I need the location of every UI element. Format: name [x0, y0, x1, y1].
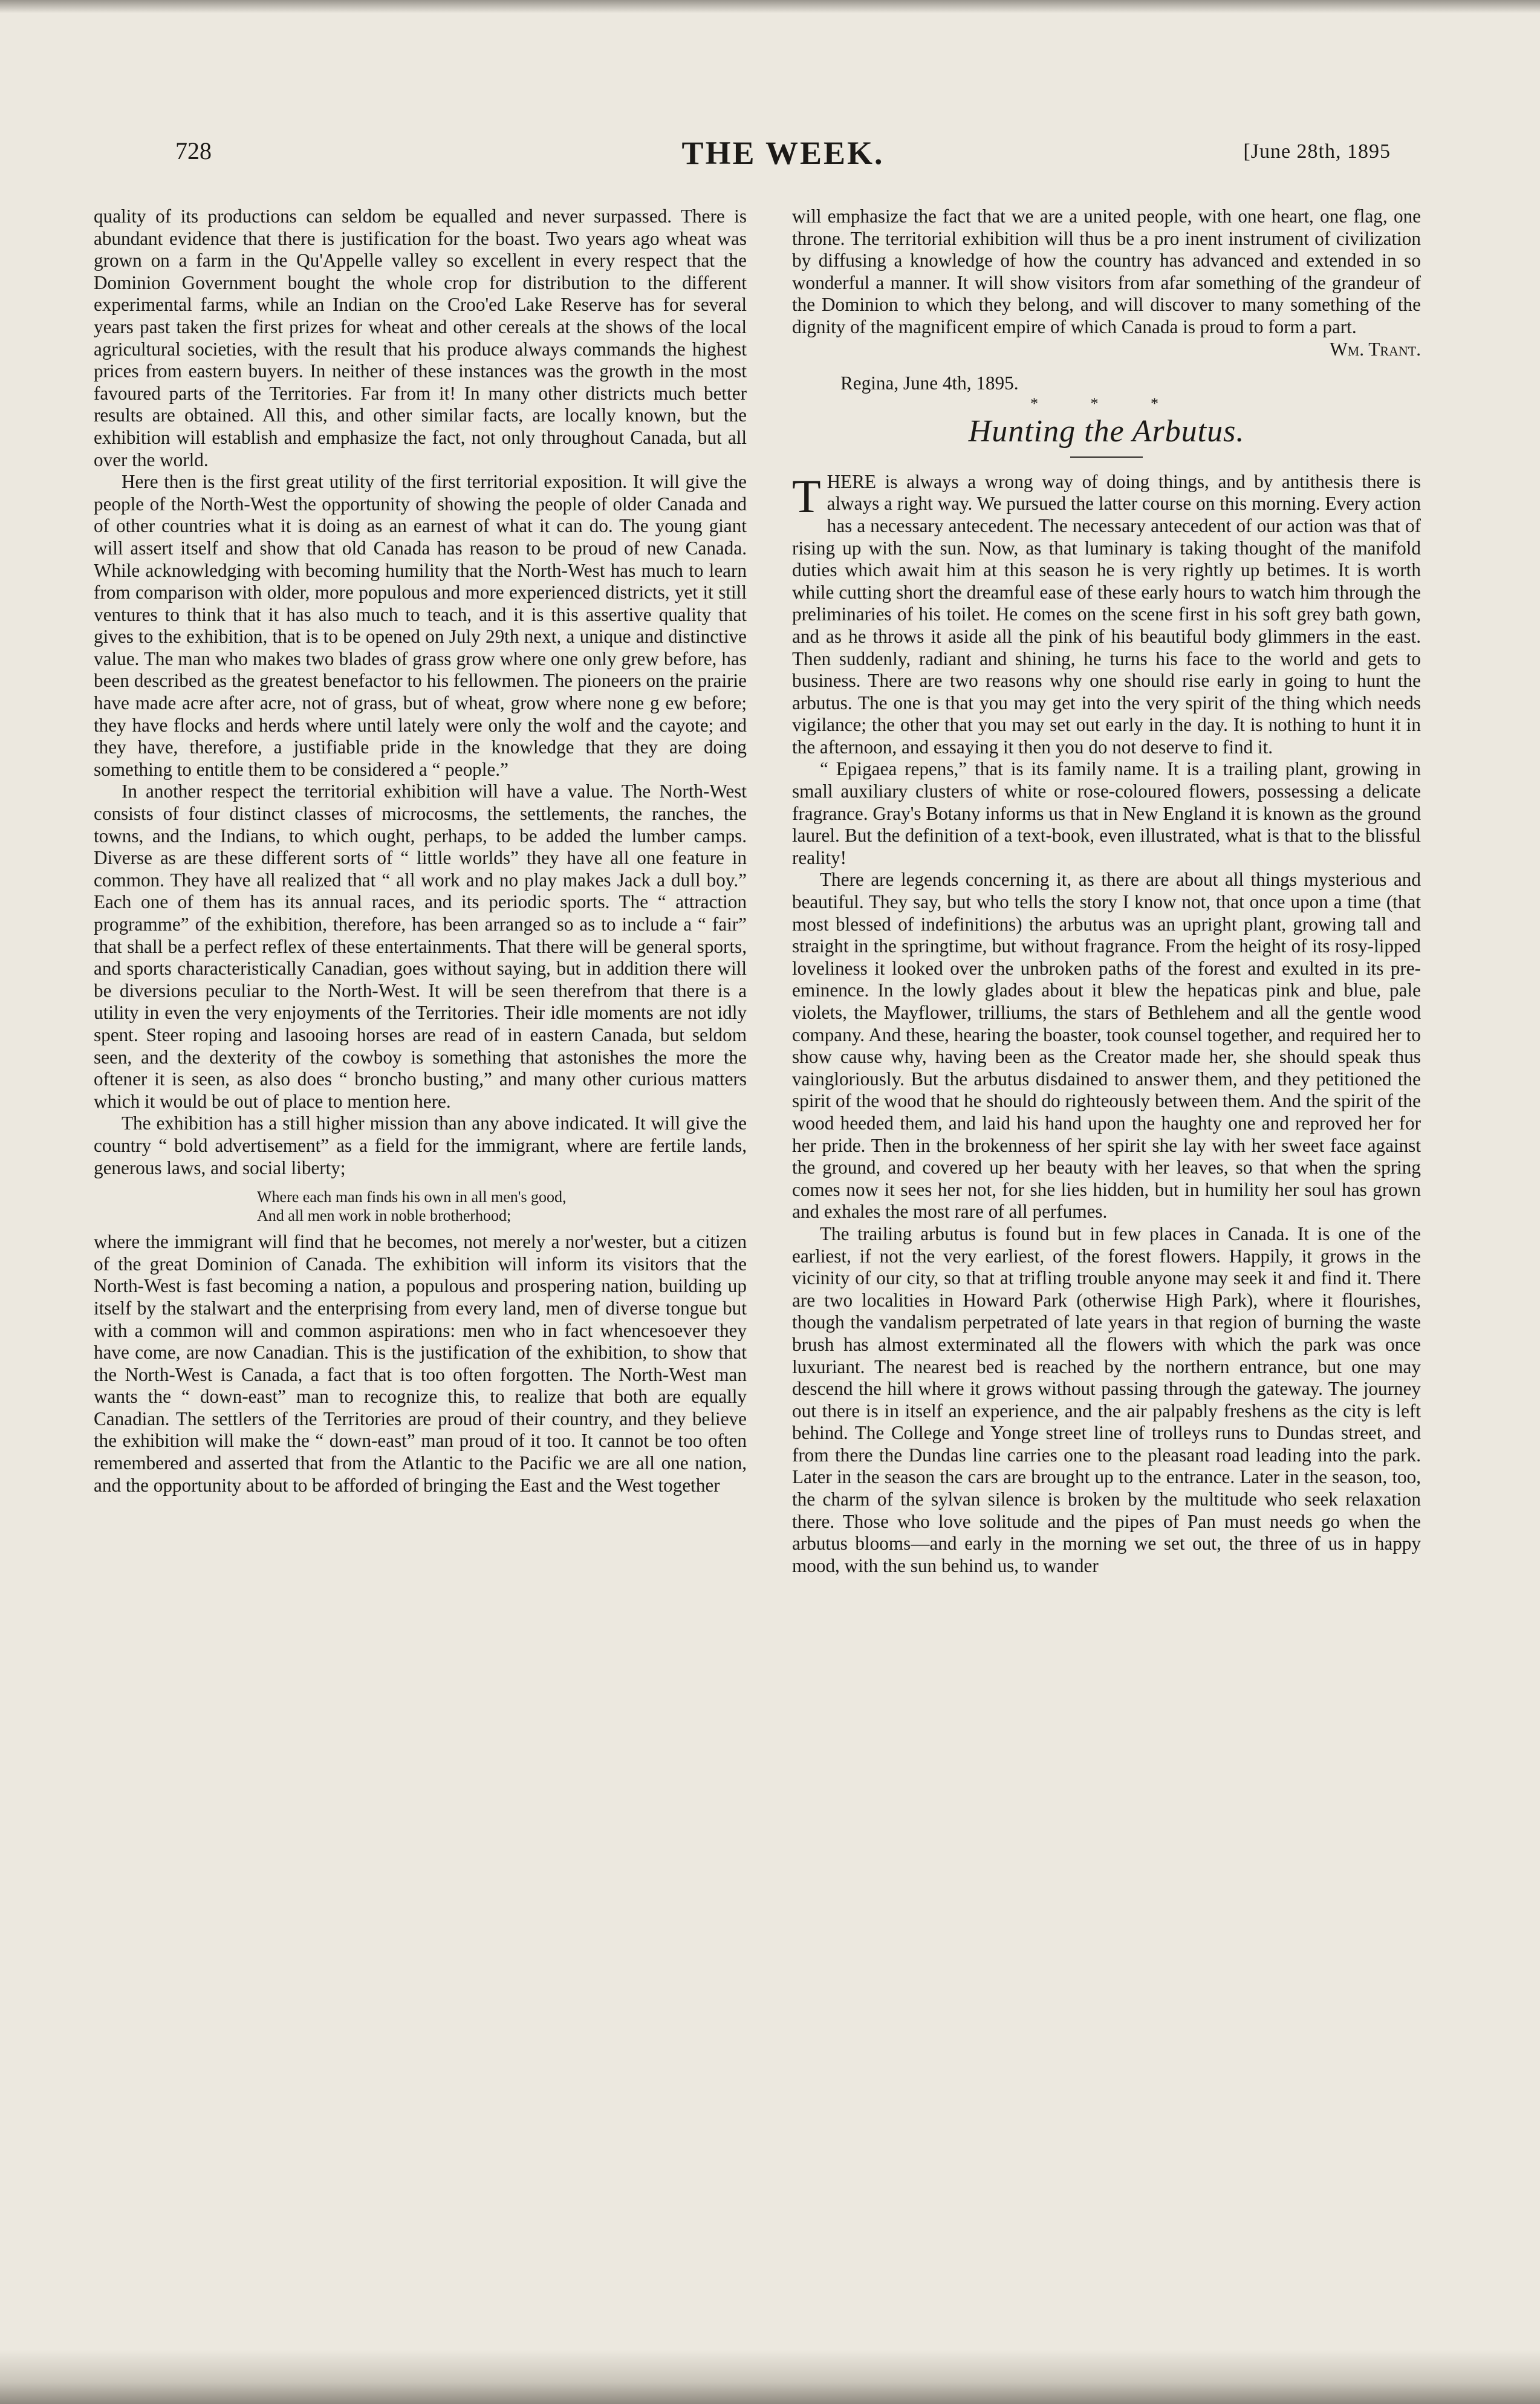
paragraph: will emphasize the fact that we are a united people, with one heart, one flag, one throne. The territorial exhibition will thus be a pro inent instrument of civilization by diffusing a knowledge of how the country has advanced and extended in so wonderful a manner. It will show visitors from afar something of the grandeur of the Dominion to which they belong, and will discover to many something of the dignity of the magnificent empire of which Canada is proud to form a part.: [792, 206, 1421, 337]
issue-date: [June 28th, 1895: [1243, 140, 1391, 163]
drop-cap: T: [792, 469, 821, 522]
left-column: [94, 206, 747, 1496]
page-edge-top: [0, 0, 1540, 13]
paragraph: quality of its productions can seldom be equalled and never surpassed. There is abundant evidence that there is justification for the boast. Two years ago wheat was grown on a farm in the Qu'Appelle valley so excellent in every respect that the Dominion Government bought the whole crop for distribution to the different experimental farms, while an Indian on the Croo'ed Lake Reserve has for several years past taken the first prizes for wheat and other cereals at the shows of the local agricultural societies, with the result that his produce always commands the highest prices from eastern buyers. In neither of these instances was the growth in the most favoured parts of the Territories. Far from it! In many other districts much better results are obtained. All this, and other similar facts, are locally known, but the exhibition will establish and emphasize the fact, not only throughout Canada, but all over the world.: [94, 206, 747, 470]
author-signature: Wm. Trant.: [1330, 338, 1421, 360]
paragraph: “ Epigaea repens,” that is its family name. It is a trailing plant, growing in small auxiliary clusters of white or rose-coloured flowers, possessing a delicate fragrance. Gray's Botany informs us that in New England it is known as the ground laurel. But the definition of a text-book, even illustrated, what is that to the blissful reality!: [792, 758, 1421, 868]
dateline: Regina, June 4th, 1895.: [840, 372, 1019, 394]
paragraph: The trailing arbutus is found but in few places in Canada. It is one of the earliest, if not the very earliest, of the forest flowers. Happily, it grows in the vicinity of our city, so that at trifling trouble anyone may seek it and find it. There are two localities in Howard Park (otherwise High Park), where it flourishes, though the vandalism perpetrated of late years in that region of burning the waste brush has almost exterminated all the flowers with which the park was once luxuriant. The nearest bed is reached by the northern entrance, but one may descend the hill where it grows without passing through the gateway. The journey out there is in itself an experience, and the air palpably freshens as the city is left behind. The College and Yonge street line of trolleys runs to Dundas street, and from there the Dundas line carries one to the pleasant road leading into the park. Later in the season the cars are brought up to the entrance. Later in the season, too, the charm of the sylvan silence is broken by the multitude who seek relaxation there. Those who love solitude and the pipes of Pan must needs go when the arbutus blooms—and early in the morning we set out, the three of us in happy mood, with the sun behind us, to wander: [792, 1223, 1421, 1576]
paragraph: The exhibition has a still higher mission than any above indicated. It will give the country “ bold advertisement” as a field for the immigrant, where are fertile lands, generous laws, and social liberty;: [94, 1113, 747, 1178]
paragraph: [792, 471, 1421, 759]
verse-line: And all men work in noble brotherhood;: [257, 1207, 512, 1225]
article-title: Hunting the Arbutus.: [968, 414, 1245, 449]
paragraph: In another respect the territorial exhibition will have a value. The North-West consists of four distinct classes of microcosms, the settlements, the ranches, the towns, and the Indians, to which ought, perhaps, to be added the lumber camps. Diverse as are these different sorts of “ little worlds” they have all one feature in common. They have all realized that “ all work and no play makes Jack a dull boy.” Each one of them has its annual races, and its periodic sports. The “ attraction programme” of the exhibition, therefore, has been arranged so as to include a “ fair” that shall be a perfect reflex of these entertainments. That there will be general sports, and sports characteristically Canadian, goes without saying, but in addition there will be diversions peculiar to the North-West. It will be seen therefrom that there is a utility in even the very enjoyments of the Territories. Their idle moments are not idly spent. Steer roping and lasooing horses are read of in eastern Canada, but seldom seen, and the dexterity of the cowboy is something that astonishes the more the oftener it is seen, as also does “ broncho busting,” and many other curious matters which it would be out of place to mention here.: [94, 781, 747, 1112]
section-asterism: * * *: [1030, 394, 1183, 412]
masthead: THE WEEK.: [681, 135, 885, 171]
page-header: [175, 137, 1391, 179]
paragraph-text: HERE is always a wrong way of doing things, and by antithesis there is always a right way. We pursued the latter course on this morning. Every action has a necessary antecedent. The necessary antecedent of our action was that of rising up with the sun. Now, as that luminary is taking thought of the manifold duties which await him at this season he is very rightly up betimes. It is worth while cutting short the dreamful ease of these early hours to watch him through the preliminaries of his toilet. He comes on the scene first in his soft grey bath gown, and as he throws it aside all the pink of his beautiful body glimmers in the east. Then suddenly, radiant and shining, he turns his face to the world and gets to business. There are two reasons why one should rise early in going to hunt the arbutus. The one is that you may get into the very spirit of the thing which needs vigilance; the other that you may set out early in the day. It is nothing to hunt it in the afternoon, and essaying it then you do not deserve to find it.: [792, 470, 1421, 758]
title-rule: [1070, 456, 1143, 458]
paragraph: where the immigrant will find that he becomes, not merely a nor'wester, but a citizen of the great Dominion of Canada. The exhibition will inform its visitors that the North-West is fast becoming a nation, a populous and prospering nation, building up itself by the stalwart and the enterprising from every land, men of diverse tongue but with a common will and common aspirations: men who in fact whencesoever they have come, are now Canadian. This is the justification of the exhibition, to show that the North-West is Canada, a fact that is too often forgotten. The North-West man wants the “ down-east” man to recognize this, to realize that both are equally Canadian. The settlers of the Territories are proud of their country, and they believe the exhibition will make the “ down-east” man proud of it too. It cannot be too often remembered and asserted that from the Atlantic to the Pacific we are all one nation, and the opportunity about to be afforded of bringing the East and the West together: [94, 1231, 747, 1496]
verse-quotation: [94, 1187, 747, 1225]
page-edge-bottom: [0, 2350, 1540, 2404]
paragraph: Here then is the first great utility of the first territorial exposition. It will give the people of the North-West the opportunity of showing the people of older Canada and of other countries what it is doing as an earnest of what it can do. The young giant will assert itself and show that old Canada has reason to be proud of new Canada. While acknowledging with becoming humility that the North-West has much to learn from comparison with older, more populous and more experienced districts, yet it still ventures to think that it has also much to teach, and it is this assertive quality that gives to the exhibition, that is to be opened on July 29th next, a unique and distinctive value. The man who makes two blades of grass grow where one only grew before, has been described as the greatest benefactor to his fellowmen. The pioneers on the prairie have made acre after acre, not of grass, but of wheat, grow where none g ew before; they have flocks and herds where until lately were only the wolf and the cayote; and they have, therefore, a justifiable pride in the knowledge that they are doing something to entitle them to be considered a “ people.”: [94, 471, 747, 780]
verse-line: Where each man finds his own in all men's good,: [257, 1188, 567, 1206]
paragraph: There are legends concerning it, as there are about all things mysterious and beautiful. They say, but who tells the story I know not, that once upon a time (that most blessed of indefinitions) the arbutus was an upright plant, growing tall and straight in the springtime, but without fragrance. From the height of its rosy-lipped loveliness it looked over the unbroken paths of the forest and exulted in its pre-eminence. In the lowly glades about it blew the hepaticas pink and blue, pale violets, the Mayflower, trilliums, the stars of Bethlehem and all the gentle wood company. And these, hearing the boaster, took counsel together, and required her to show cause why, having been as the Creator made her, she should speak thus vaingloriously. But the arbutus disdained to answer them, and they petitioned the spirit of the wood that he should do righteously between them. And the spirit of the wood heeded them, and laid his hand upon the haughty one and reproved her for her pride. Then in the brokenness of her spirit she lay with her sweet face against the ground, and covered up her beauty with her leaves, so that when the spring comes now it sees her not, for she lies hidden, but in humility her soul has grown and exhales the most rare of all perfumes.: [792, 869, 1421, 1223]
right-column: [792, 206, 1421, 1577]
page-number: 728: [175, 137, 212, 164]
